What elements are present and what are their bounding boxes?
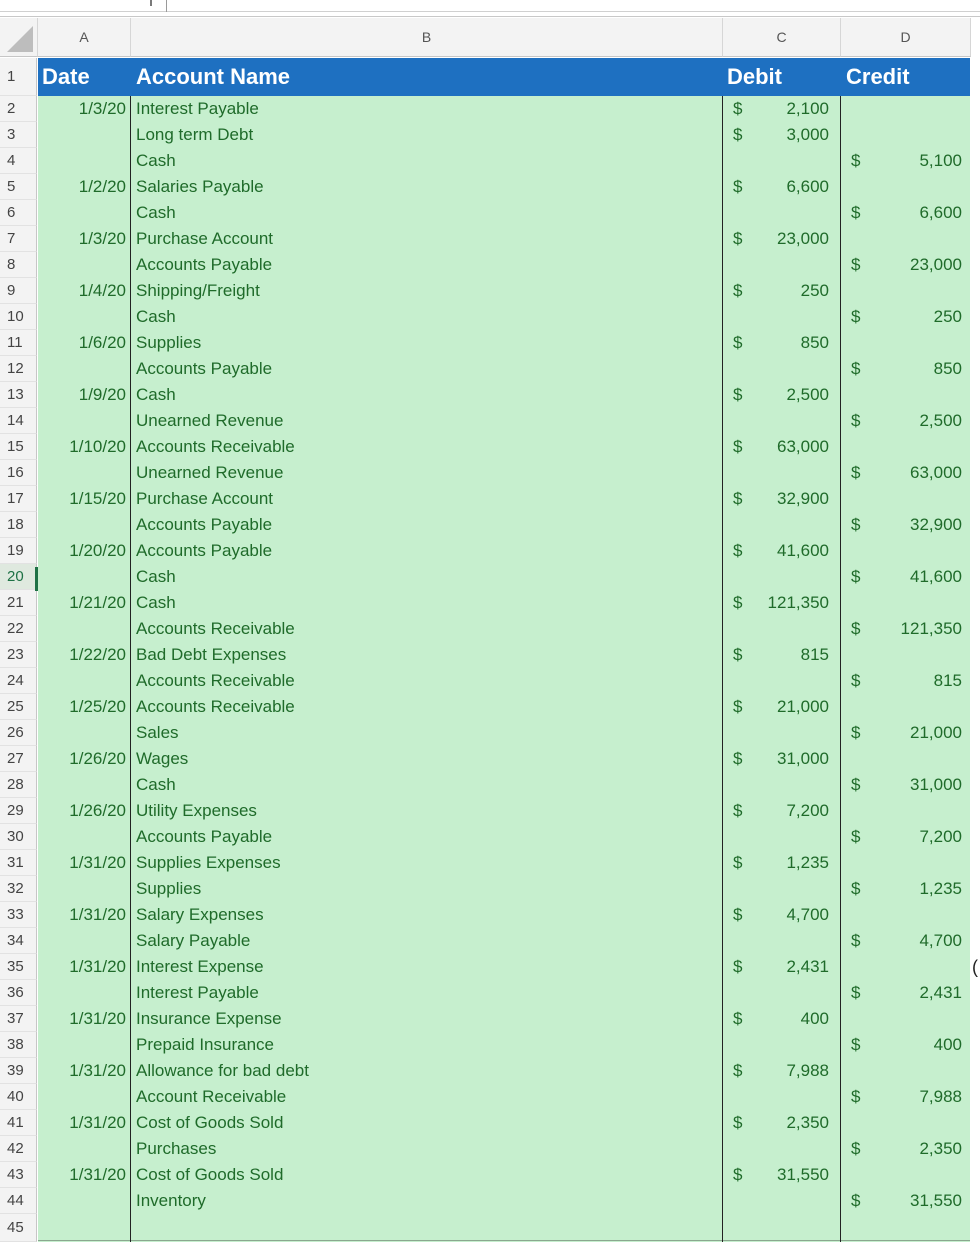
account-cell[interactable]: Wages — [136, 749, 189, 768]
row-header-34[interactable]: 34 — [0, 928, 37, 954]
row-header-6[interactable]: 6 — [0, 200, 37, 226]
account-cell[interactable]: Account Receivable — [136, 1087, 287, 1106]
date-cell[interactable]: 1/6/20 — [78, 333, 126, 352]
debit-currency-symbol: $ — [733, 593, 743, 612]
row-header-45[interactable]: 45 — [0, 1214, 37, 1242]
credit-cell[interactable]: 2,500 — [919, 411, 962, 430]
date-cell[interactable]: 1/21/20 — [69, 593, 126, 612]
row-header-43[interactable]: 43 — [0, 1162, 37, 1188]
account-cell[interactable]: Accounts Payable — [136, 827, 273, 846]
row-header-27[interactable]: 27 — [0, 746, 37, 772]
credit-cell[interactable]: 5,100 — [919, 151, 962, 170]
credit-cell[interactable] — [871, 330, 964, 356]
date-cell[interactable] — [38, 616, 130, 642]
debit-currency-symbol: $ — [733, 1061, 743, 1080]
credit-cell[interactable]: 31,000 — [910, 775, 962, 794]
date-cell[interactable]: 1/10/20 — [69, 437, 126, 456]
row-header-36[interactable]: 36 — [0, 980, 37, 1006]
date-cell[interactable]: 1/20/20 — [69, 541, 126, 560]
credit-cell[interactable] — [871, 642, 964, 668]
credit-cell[interactable] — [871, 902, 964, 928]
credit-cell[interactable]: 41,600 — [910, 567, 962, 586]
row-header-22[interactable]: 22 — [0, 616, 37, 642]
account-cell[interactable]: Salary Payable — [136, 931, 251, 950]
column-header-b[interactable] — [131, 18, 723, 57]
select-all-corner[interactable] — [0, 18, 38, 57]
debit-cell[interactable]: 7,200 — [786, 801, 829, 820]
date-cell[interactable] — [38, 356, 130, 382]
credit-currency-symbol: $ — [851, 879, 861, 898]
debit-cell[interactable] — [753, 1032, 831, 1058]
active-cell-indicator — [35, 567, 38, 591]
row-header-30[interactable]: 30 — [0, 824, 37, 850]
date-cell[interactable]: 1/3/20 — [78, 99, 126, 118]
date-cell[interactable]: 1/31/20 — [69, 853, 126, 872]
credit-cell[interactable] — [871, 694, 964, 720]
account-cell[interactable]: Accounts Receivable — [136, 671, 295, 690]
debit-cell[interactable]: 31,000 — [777, 749, 829, 768]
row-header-3[interactable]: 3 — [0, 122, 37, 148]
credit-cell[interactable]: 21,000 — [910, 723, 962, 742]
debit-currency-symbol: $ — [733, 749, 743, 768]
row-header-10[interactable]: 10 — [0, 304, 37, 330]
select-all-triangle-icon — [7, 26, 33, 52]
date-cell[interactable] — [38, 980, 130, 1006]
account-cell[interactable]: Unearned Revenue — [136, 411, 284, 430]
credit-cell[interactable] — [871, 538, 964, 564]
credit-cell[interactable] — [871, 1006, 964, 1032]
date-cell[interactable]: 1/26/20 — [69, 801, 126, 820]
debit-cell[interactable] — [753, 616, 831, 642]
debit-cell[interactable]: 63,000 — [777, 437, 829, 456]
row-header-8[interactable]: 8 — [0, 252, 37, 278]
credit-cell[interactable] — [871, 1110, 964, 1136]
credit-cell[interactable]: 2,350 — [919, 1139, 962, 1158]
date-cell[interactable]: 1/15/20 — [69, 489, 126, 508]
account-cell[interactable]: Cash — [136, 203, 176, 222]
credit-cell[interactable] — [871, 96, 964, 122]
row-header-12[interactable]: 12 — [0, 356, 37, 382]
account-cell[interactable]: Purchases — [136, 1139, 217, 1158]
debit-cell[interactable] — [753, 200, 831, 226]
account-cell[interactable]: Purchase Account — [136, 229, 274, 248]
debit-cell[interactable]: 2,431 — [786, 957, 829, 976]
credit-cell[interactable]: 31,550 — [910, 1191, 962, 1210]
header-debit[interactable]: Debit — [727, 64, 782, 89]
debit-cell[interactable] — [753, 772, 831, 798]
credit-cell[interactable]: 6,600 — [919, 203, 962, 222]
row-header-19[interactable]: 19 — [0, 538, 37, 564]
credit-cell[interactable] — [871, 798, 964, 824]
account-cell[interactable] — [131, 1214, 721, 1240]
credit-cell[interactable] — [871, 590, 964, 616]
row-header-29[interactable]: 29 — [0, 798, 37, 824]
credit-cell[interactable]: 850 — [933, 359, 962, 378]
account-cell[interactable]: Supplies Expenses — [136, 853, 281, 872]
credit-currency-symbol: $ — [851, 827, 861, 846]
header-credit[interactable]: Credit — [846, 64, 910, 89]
debit-cell[interactable] — [753, 356, 831, 382]
credit-cell[interactable]: 63,000 — [910, 463, 962, 482]
row-header-38[interactable]: 38 — [0, 1032, 37, 1058]
row-header-40[interactable]: 40 — [0, 1084, 37, 1110]
debit-currency-symbol: $ — [733, 957, 743, 976]
debit-currency-symbol: $ — [733, 801, 743, 820]
debit-currency-symbol: $ — [733, 281, 743, 300]
credit-cell[interactable]: 815 — [933, 671, 962, 690]
account-cell[interactable]: Interest Payable — [136, 99, 259, 118]
date-cell[interactable] — [38, 876, 130, 902]
header-account-name[interactable]: Account Name — [136, 64, 291, 89]
row-header-4[interactable]: 4 — [0, 148, 37, 174]
debit-cell[interactable] — [753, 304, 831, 330]
date-cell[interactable]: 1/3/20 — [78, 229, 126, 248]
credit-cell[interactable] — [871, 122, 964, 148]
row-header-24[interactable]: 24 — [0, 668, 37, 694]
debit-cell[interactable]: 121,350 — [767, 593, 829, 612]
credit-currency-symbol: $ — [851, 203, 861, 222]
account-cell[interactable]: Cash — [136, 593, 176, 612]
credit-currency-symbol: $ — [851, 931, 861, 950]
date-cell[interactable]: 1/31/20 — [69, 1165, 126, 1184]
account-cell[interactable]: Accounts Receivable — [136, 437, 295, 456]
debit-cell[interactable] — [753, 876, 831, 902]
row-header-2[interactable]: 2 — [0, 96, 37, 122]
debit-currency-symbol: $ — [733, 385, 743, 404]
debit-cell[interactable]: 400 — [800, 1009, 829, 1028]
column-border — [722, 96, 723, 1242]
debit-currency-symbol: $ — [733, 437, 743, 456]
credit-cell[interactable]: 23,000 — [910, 255, 962, 274]
date-cell[interactable] — [38, 1214, 130, 1240]
credit-cell[interactable]: 250 — [933, 307, 962, 326]
account-cell[interactable]: Utility Expenses — [136, 801, 257, 820]
debit-cell[interactable] — [753, 460, 831, 486]
formula-bar-strip — [0, 0, 980, 17]
date-cell[interactable]: 1/26/20 — [69, 749, 126, 768]
formula-bar-line — [0, 11, 980, 12]
date-cell[interactable] — [38, 1188, 130, 1214]
row-header-39[interactable]: 39 — [0, 1058, 37, 1084]
account-cell[interactable]: Accounts Payable — [136, 359, 273, 378]
date-cell[interactable] — [38, 928, 130, 954]
account-cell[interactable]: Sales — [136, 723, 179, 742]
account-cell[interactable]: Inventory — [136, 1191, 206, 1210]
date-cell[interactable]: 1/31/20 — [69, 905, 126, 924]
date-cell[interactable] — [38, 668, 130, 694]
debit-cell[interactable] — [753, 1214, 831, 1240]
column-header-label: A — [79, 29, 89, 45]
account-cell[interactable]: Cost of Goods Sold — [136, 1113, 284, 1132]
row-header-7[interactable]: 7 — [0, 226, 37, 252]
date-cell[interactable] — [38, 564, 130, 590]
debit-currency-symbol: $ — [733, 229, 743, 248]
debit-cell[interactable] — [753, 512, 831, 538]
row-header-15[interactable]: 15 — [0, 434, 37, 460]
credit-currency-symbol: $ — [851, 307, 861, 326]
date-cell[interactable] — [38, 720, 130, 746]
account-cell[interactable]: Accounts Payable — [136, 541, 273, 560]
debit-cell[interactable]: 4,700 — [786, 905, 829, 924]
credit-cell[interactable]: 4,700 — [919, 931, 962, 950]
account-cell[interactable]: Cost of Goods Sold — [136, 1165, 284, 1184]
name-box-dropdown-edge[interactable] — [150, 0, 152, 6]
credit-cell[interactable] — [871, 1058, 964, 1084]
debit-currency-symbol: $ — [733, 645, 743, 664]
date-cell[interactable] — [38, 1136, 130, 1162]
credit-currency-symbol: $ — [851, 567, 861, 586]
debit-cell[interactable] — [753, 824, 831, 850]
row-header-1[interactable]: 1 — [0, 58, 37, 96]
row-header-21[interactable]: 21 — [0, 590, 37, 616]
date-cell[interactable] — [38, 304, 130, 330]
debit-cell[interactable] — [753, 1084, 831, 1110]
debit-currency-symbol: $ — [733, 905, 743, 924]
column-header-label: D — [900, 29, 911, 45]
debit-cell[interactable]: 21,000 — [777, 697, 829, 716]
account-cell[interactable]: Supplies — [136, 879, 202, 898]
date-cell[interactable] — [38, 1032, 130, 1058]
account-cell[interactable]: Purchase Account — [136, 489, 274, 508]
credit-cell[interactable] — [871, 1162, 964, 1188]
debit-cell[interactable]: 250 — [800, 281, 829, 300]
date-cell[interactable]: 1/2/20 — [78, 177, 126, 196]
column-header-label: C — [776, 29, 787, 45]
credit-currency-symbol: $ — [851, 671, 861, 690]
account-cell[interactable]: Interest Payable — [136, 983, 259, 1002]
row-header-14[interactable]: 14 — [0, 408, 37, 434]
date-cell[interactable] — [38, 408, 130, 434]
credit-currency-symbol: $ — [851, 255, 861, 274]
account-cell[interactable]: Accounts Receivable — [136, 697, 295, 716]
debit-cell[interactable]: 815 — [800, 645, 829, 664]
row-header-18[interactable]: 18 — [0, 512, 37, 538]
row-header-13[interactable]: 13 — [0, 382, 37, 408]
credit-cell[interactable] — [871, 486, 964, 512]
account-cell[interactable]: Cash — [136, 307, 176, 326]
debit-currency-symbol: $ — [733, 333, 743, 352]
debit-currency-symbol: $ — [733, 541, 743, 560]
date-cell[interactable]: 1/9/20 — [78, 385, 126, 404]
credit-currency-symbol: $ — [851, 1087, 861, 1106]
debit-cell[interactable]: 1,235 — [786, 853, 829, 872]
column-header-c[interactable] — [723, 18, 841, 57]
account-cell[interactable]: Unearned Revenue — [136, 463, 284, 482]
date-cell[interactable] — [38, 200, 130, 226]
debit-cell[interactable]: 31,550 — [777, 1165, 829, 1184]
account-cell[interactable]: Cash — [136, 151, 176, 170]
debit-cell[interactable]: 2,100 — [786, 99, 829, 118]
account-cell[interactable]: Accounts Receivable — [136, 619, 295, 638]
date-cell[interactable] — [38, 148, 130, 174]
credit-cell[interactable] — [871, 226, 964, 252]
row-header-42[interactable]: 42 — [0, 1136, 37, 1162]
credit-cell[interactable] — [871, 1214, 964, 1240]
credit-cell[interactable] — [871, 278, 964, 304]
credit-currency-symbol: $ — [851, 151, 861, 170]
debit-currency-symbol: $ — [733, 1009, 743, 1028]
debit-cell[interactable] — [753, 408, 831, 434]
row-header-9[interactable]: 9 — [0, 278, 37, 304]
credit-currency-symbol: $ — [851, 515, 861, 534]
debit-currency-symbol: $ — [733, 697, 743, 716]
debit-currency-symbol: $ — [733, 1113, 743, 1132]
row-header-44[interactable]: 44 — [0, 1188, 37, 1214]
account-cell[interactable]: Bad Debt Expenses — [136, 645, 287, 664]
credit-cell[interactable] — [871, 382, 964, 408]
formula-bar-divider — [166, 0, 167, 12]
credit-currency-symbol: $ — [851, 619, 861, 638]
debit-cell[interactable]: 6,600 — [786, 177, 829, 196]
row-header-28[interactable]: 28 — [0, 772, 37, 798]
credit-cell[interactable]: 2,431 — [919, 983, 962, 1002]
date-cell[interactable] — [38, 122, 130, 148]
credit-currency-symbol: $ — [851, 775, 861, 794]
debit-cell[interactable] — [753, 1136, 831, 1162]
overflow-text: ( — [972, 957, 978, 977]
account-cell[interactable]: Salaries Payable — [136, 177, 264, 196]
date-cell[interactable]: 1/22/20 — [69, 645, 126, 664]
debit-cell[interactable]: 3,000 — [786, 125, 829, 144]
debit-cell[interactable] — [753, 928, 831, 954]
credit-cell[interactable]: 32,900 — [910, 515, 962, 534]
debit-cell[interactable]: 23,000 — [777, 229, 829, 248]
date-cell[interactable] — [38, 252, 130, 278]
row-header-41[interactable]: 41 — [0, 1110, 37, 1136]
credit-cell[interactable] — [871, 434, 964, 460]
debit-cell[interactable]: 2,500 — [786, 385, 829, 404]
debit-currency-symbol: $ — [733, 99, 743, 118]
date-cell[interactable] — [38, 824, 130, 850]
row-header-25[interactable]: 25 — [0, 694, 37, 720]
date-cell[interactable]: 1/31/20 — [69, 1061, 126, 1080]
debit-cell[interactable] — [753, 720, 831, 746]
row-header-20[interactable]: 20 — [0, 564, 37, 590]
credit-currency-symbol: $ — [851, 359, 861, 378]
column-header-a[interactable] — [38, 18, 131, 57]
credit-cell[interactable]: 7,200 — [919, 827, 962, 846]
column-header-d[interactable] — [841, 18, 971, 57]
account-cell[interactable]: Cash — [136, 385, 176, 404]
debit-currency-symbol: $ — [733, 177, 743, 196]
column-border — [130, 96, 131, 1242]
credit-cell[interactable]: 7,988 — [919, 1087, 962, 1106]
column-border — [840, 96, 841, 1242]
row-header-31[interactable]: 31 — [0, 850, 37, 876]
credit-currency-symbol: $ — [851, 983, 861, 1002]
account-cell[interactable]: Cash — [136, 775, 176, 794]
row-header-32[interactable]: 32 — [0, 876, 37, 902]
date-cell[interactable] — [38, 460, 130, 486]
credit-cell[interactable]: 121,350 — [900, 619, 962, 638]
date-cell[interactable]: 1/31/20 — [69, 957, 126, 976]
debit-cell[interactable]: 7,988 — [786, 1061, 829, 1080]
debit-currency-symbol: $ — [733, 489, 743, 508]
date-cell[interactable]: 1/25/20 — [69, 697, 126, 716]
debit-cell[interactable]: 41,600 — [777, 541, 829, 560]
row-header-26[interactable]: 26 — [0, 720, 37, 746]
debit-currency-symbol: $ — [733, 125, 743, 144]
date-cell[interactable]: 1/31/20 — [69, 1009, 126, 1028]
account-cell[interactable]: Cash — [136, 567, 176, 586]
account-cell[interactable]: Supplies — [136, 333, 202, 352]
date-cell[interactable] — [38, 512, 130, 538]
debit-cell[interactable] — [753, 1188, 831, 1214]
debit-cell[interactable] — [753, 252, 831, 278]
credit-currency-symbol: $ — [851, 1191, 861, 1210]
credit-cell[interactable] — [871, 850, 964, 876]
credit-currency-symbol: $ — [851, 463, 861, 482]
credit-cell[interactable]: 400 — [933, 1035, 962, 1054]
account-cell[interactable]: Interest Expense — [136, 957, 264, 976]
row-header-35[interactable]: 35 — [0, 954, 37, 980]
account-cell[interactable]: Shipping/Freight — [136, 281, 260, 300]
debit-cell[interactable]: 2,350 — [786, 1113, 829, 1132]
date-cell[interactable] — [38, 772, 130, 798]
account-cell[interactable]: Insurance Expense — [136, 1009, 282, 1028]
debit-cell[interactable] — [753, 564, 831, 590]
row-header-11[interactable]: 11 — [0, 330, 37, 356]
debit-cell[interactable] — [753, 668, 831, 694]
debit-cell[interactable]: 32,900 — [777, 489, 829, 508]
row-header-17[interactable]: 17 — [0, 486, 37, 512]
date-cell[interactable]: 1/31/20 — [69, 1113, 126, 1132]
credit-currency-symbol: $ — [851, 723, 861, 742]
account-cell[interactable]: Prepaid Insurance — [136, 1035, 274, 1054]
account-cell[interactable]: Accounts Payable — [136, 255, 273, 274]
account-cell[interactable]: Salary Expenses — [136, 905, 264, 924]
account-cell[interactable]: Accounts Payable — [136, 515, 273, 534]
credit-cell[interactable]: 1,235 — [919, 879, 962, 898]
account-cell[interactable]: Long term Debt — [136, 125, 254, 144]
debit-currency-symbol: $ — [733, 853, 743, 872]
credit-cell[interactable] — [871, 954, 964, 980]
credit-cell[interactable] — [871, 746, 964, 772]
debit-cell[interactable]: 850 — [800, 333, 829, 352]
header-date[interactable]: Date — [42, 64, 90, 89]
date-cell[interactable] — [38, 1084, 130, 1110]
row-header-16[interactable]: 16 — [0, 460, 37, 486]
row-header-37[interactable]: 37 — [0, 1006, 37, 1032]
credit-cell[interactable] — [871, 174, 964, 200]
debit-currency-symbol: $ — [733, 1165, 743, 1184]
debit-cell[interactable] — [753, 148, 831, 174]
credit-currency-symbol: $ — [851, 1139, 861, 1158]
row-header-5[interactable]: 5 — [0, 174, 37, 200]
debit-cell[interactable] — [753, 980, 831, 1006]
row-gridline — [38, 1240, 970, 1241]
credit-currency-symbol: $ — [851, 1035, 861, 1054]
row-header-23[interactable]: 23 — [0, 642, 37, 668]
credit-currency-symbol: $ — [851, 411, 861, 430]
date-cell[interactable]: 1/4/20 — [78, 281, 126, 300]
column-header-label: B — [421, 29, 432, 45]
account-cell[interactable]: Allowance for bad debt — [136, 1061, 309, 1080]
row-header-33[interactable]: 33 — [0, 902, 37, 928]
